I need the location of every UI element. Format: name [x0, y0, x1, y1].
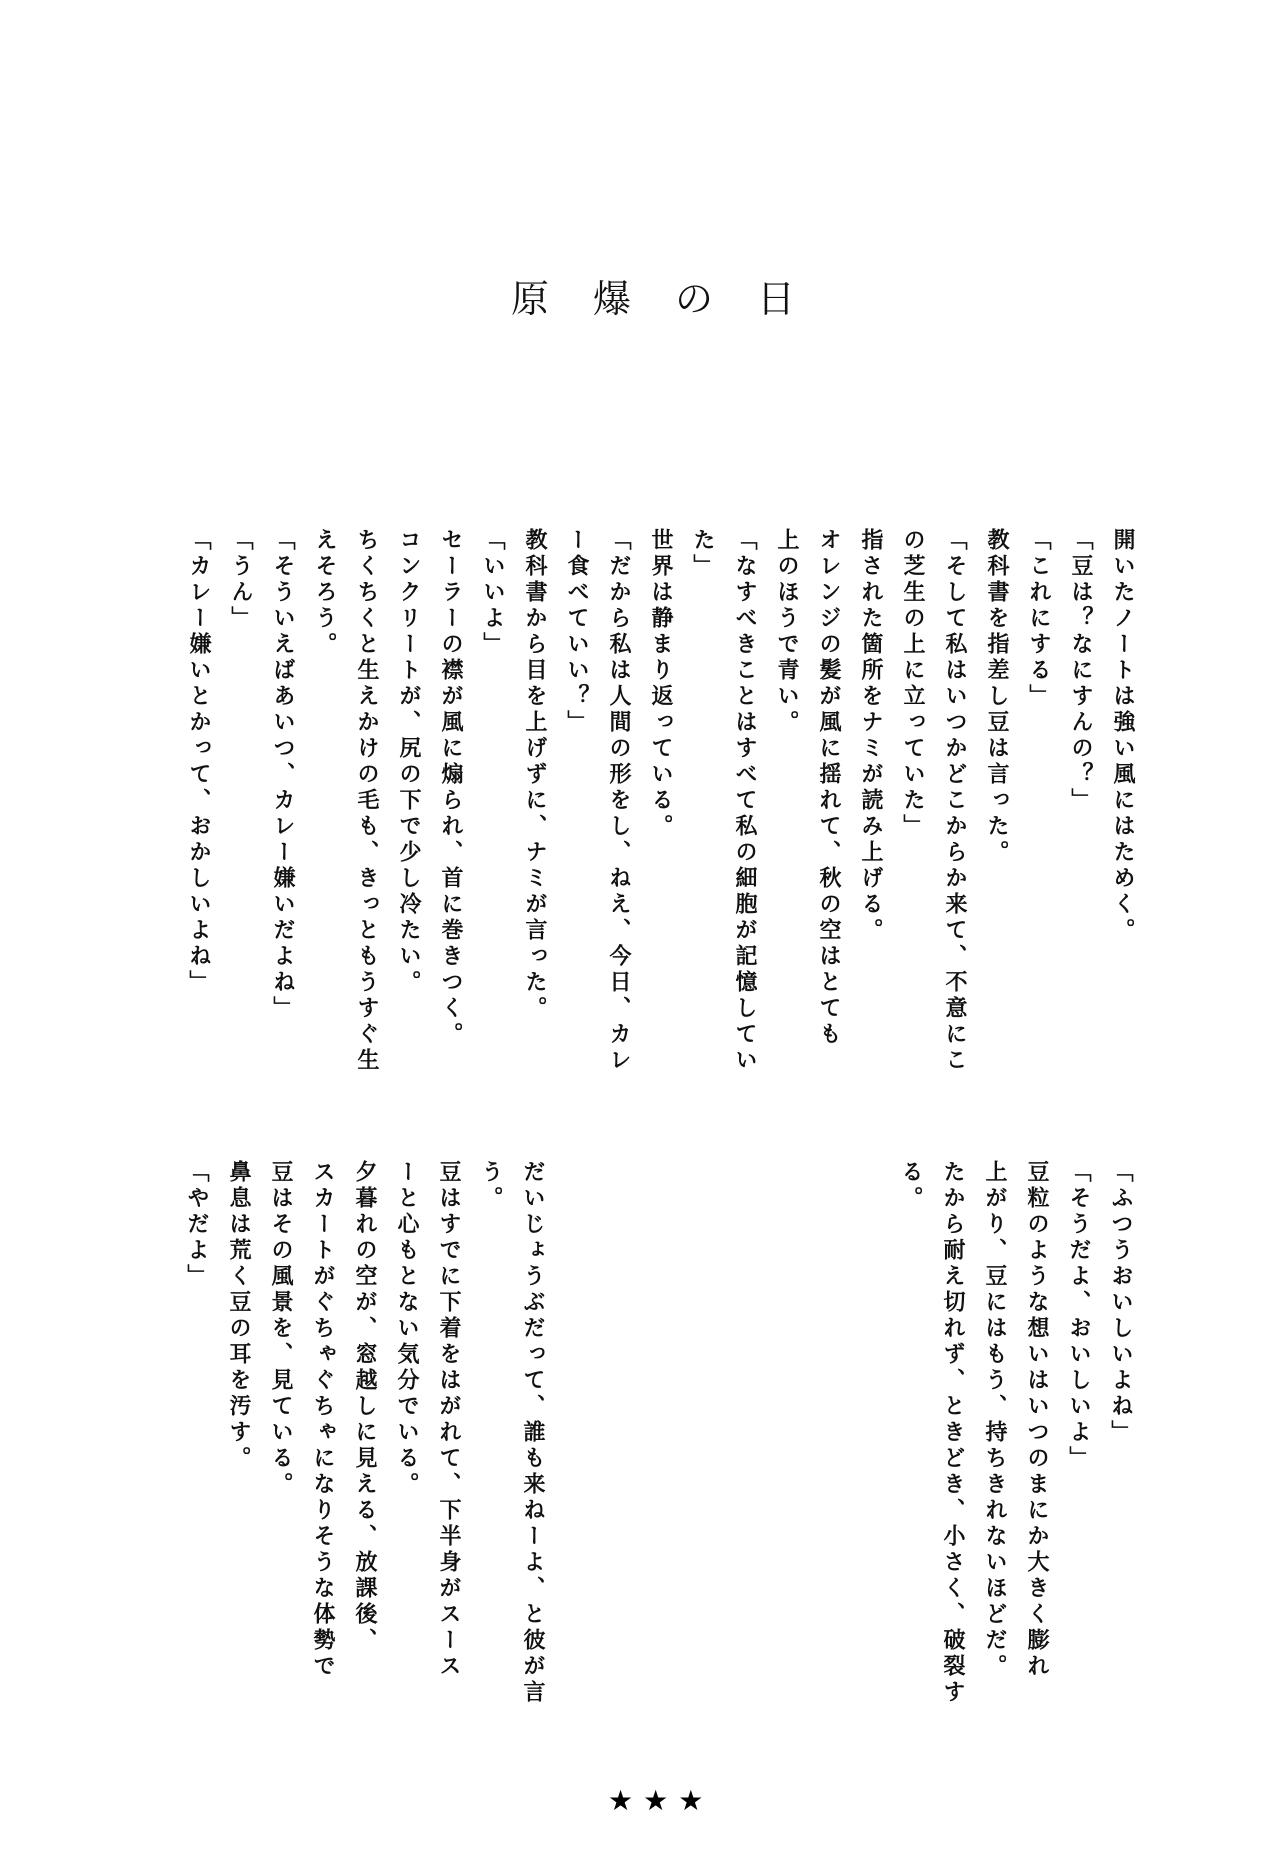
text-column: 「これにする」 — [1026, 528, 1051, 710]
text-column: 教科書を指差し豆は言った。 — [984, 528, 1009, 866]
text-column: 夕暮れの空が、窓越しに見える、放課後、 — [352, 1160, 377, 1654]
text-column: ーと心もとない気分でいる。 — [394, 1160, 419, 1498]
text-column: たから耐え切れず、ときどき、小さく、破裂す — [940, 1160, 965, 1706]
text-column: 「だから私は人間の形をし、ねえ、今日、カレ — [606, 528, 631, 1074]
text-column: ー食べていい？」 — [564, 528, 589, 736]
text-column: 「豆は？なにすんの？」 — [1068, 528, 1093, 814]
text-column: 上がり、豆にはもう、持ちきれないほどだ。 — [982, 1160, 1007, 1680]
text-column: オレンジの髪が風に揺れて、秋の空はとても — [816, 528, 841, 1048]
text-column: 開いたノートは強い風にはためく。 — [1110, 528, 1135, 944]
text-column: 「ふつうおいしいよね」 — [1108, 1160, 1133, 1446]
text-column: だいじょうぶだって、誰も来ねーよ、と彼が言 — [520, 1160, 545, 1706]
text-column: 「いいよ」 — [480, 528, 505, 658]
text-column: 「なすべきことはすべて私の細胞が記憶してい — [732, 528, 757, 1074]
text-column: た」 — [690, 528, 715, 580]
text-column: えそろう。 — [312, 528, 337, 658]
text-column: の芝生の上に立っていた」 — [900, 528, 925, 840]
text-column: 「そして私はいつかどこからか来て、不意にこ — [942, 528, 967, 1074]
text-column: る。 — [898, 1160, 923, 1212]
text-column: 豆はその風景を、見ている。 — [268, 1160, 293, 1498]
text-column: 「カレー嫌いとかって、おかしいよね」 — [186, 528, 211, 996]
text-column: 指された箇所をナミが読み上げる。 — [858, 528, 883, 944]
text-column: 世界は静まり返っている。 — [648, 528, 673, 840]
text-column: う。 — [478, 1160, 503, 1212]
text-column: セーラーの襟が風に煽られ、首に巻きつく。 — [438, 528, 463, 1048]
text-column: 「そうだよ、おいしいよ」 — [1066, 1160, 1091, 1472]
text-column: 豆粒のような想いはいつのまにか大きく膨れ — [1024, 1160, 1049, 1680]
section-break-stars: ★★★ — [608, 1784, 714, 1817]
text-column: ちくちくと生えかけの毛も、きっともうすぐ生 — [354, 528, 379, 1074]
text-column: 鼻息は荒く豆の耳を汚す。 — [226, 1160, 251, 1472]
text-column: 豆はすでに下着をはがれて、下半身がスース — [436, 1160, 461, 1680]
text-column: 上のほうで青い。 — [774, 528, 799, 736]
text-column: 教科書から目を上げずに、ナミが言った。 — [522, 528, 547, 1022]
text-column: 「やだよ」 — [184, 1160, 209, 1290]
text-column: 「うん」 — [228, 528, 253, 632]
text-column: 「そういえばあいつ、カレー嫌いだよね」 — [270, 528, 295, 1022]
text-column: スカートがぐちゃぐちゃになりそうな体勢で — [310, 1160, 335, 1680]
text-column: コンクリートが、尻の下で少し冷たい。 — [396, 528, 421, 996]
story-title: 原爆の日 — [511, 277, 840, 321]
